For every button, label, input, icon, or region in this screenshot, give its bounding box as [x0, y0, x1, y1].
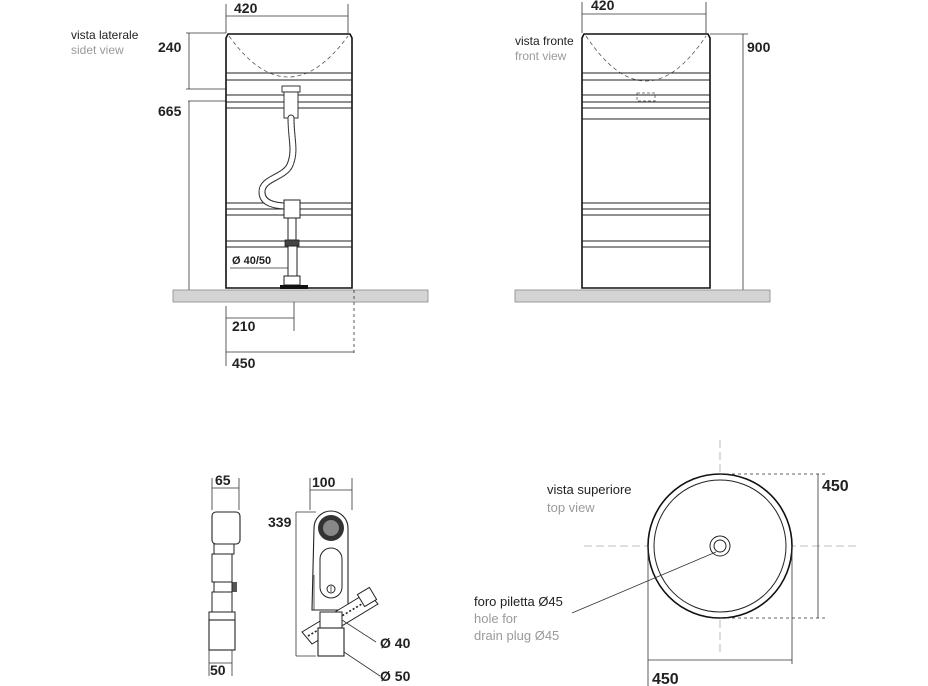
siphon-top-width-dim: 65 — [215, 472, 231, 488]
siphon-pipe-40: Ø 40 — [380, 635, 411, 651]
side-base-dim: 450 — [232, 355, 256, 371]
front-view — [515, 0, 771, 302]
siphon-trap-height-dim: 339 — [268, 514, 292, 530]
side-view-label-en: sidet view — [71, 43, 124, 57]
side-view-label-it: vista laterale — [71, 28, 139, 42]
front-view-label-it: vista fronte — [515, 34, 574, 48]
top-view-label-en: top view — [547, 500, 595, 515]
side-depth-dim: 240 — [158, 39, 182, 55]
side-drain-offset-dim: 210 — [232, 318, 256, 334]
side-drain-label: Ø 40/50 — [232, 255, 272, 267]
front-view-label-en: front view — [515, 49, 567, 63]
top-view — [474, 440, 856, 686]
top-depth-dim: 450 — [822, 478, 849, 495]
top-drain-label-it: foro piletta Ø45 — [474, 594, 563, 609]
top-view-label-it: vista superiore — [547, 482, 632, 497]
front-width-dim: 420 — [591, 0, 615, 13]
top-drain-label-en-2: drain plug Ø45 — [474, 628, 560, 643]
siphon-detail — [209, 472, 411, 684]
siphon-pipe-50: Ø 50 — [380, 668, 411, 684]
side-view — [71, 0, 428, 371]
siphon-bottom-width-dim: 50 — [210, 662, 226, 678]
siphon-trap-width-dim: 100 — [312, 474, 336, 490]
side-width-dim: 420 — [234, 0, 258, 16]
top-drain-label-en-1: hole for — [474, 611, 518, 626]
top-width-dim: 450 — [652, 671, 679, 686]
front-height-dim: 900 — [747, 39, 771, 55]
side-height-dim: 665 — [158, 103, 182, 119]
